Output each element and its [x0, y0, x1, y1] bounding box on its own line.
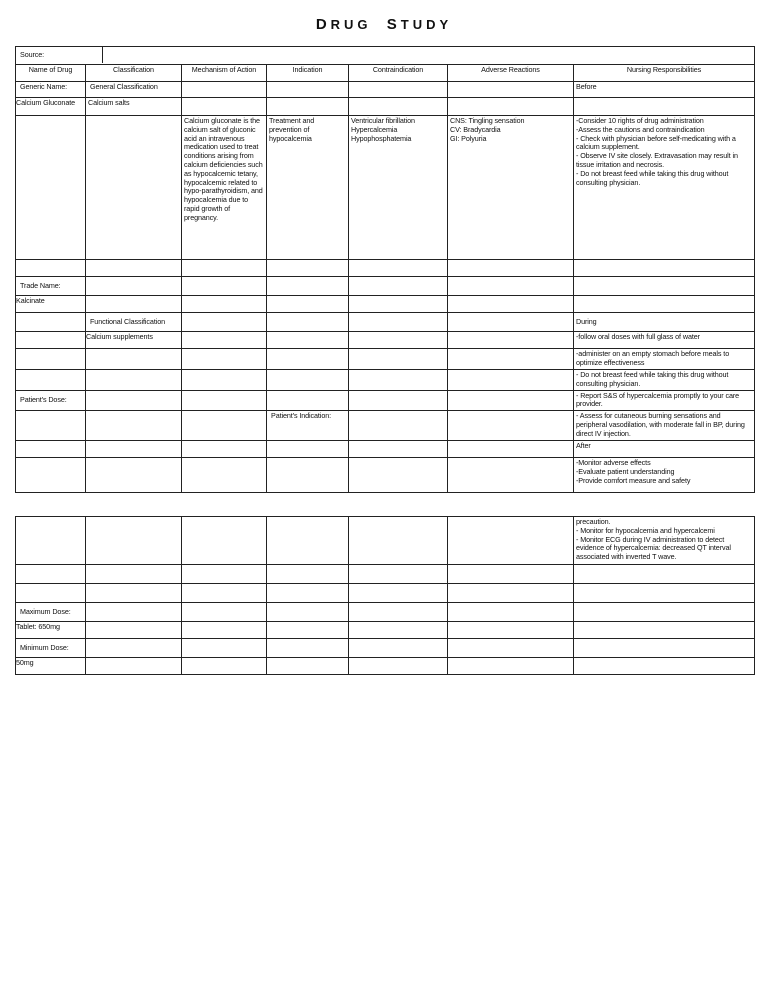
nursing-during-5: - Assess for cutaneous burning sensations and peripheral vasodilation, with moderate fall in BP, during direct IV injection.: [574, 411, 755, 441]
nursing-before-text: -Consider 10 rights of drug administration -Assess the cautions and contraindication - Check with physician before self-medicating with a calcium supplement. - Observe IV site closely. Extravasation may result in tissue irritation and necrosis. - Do not breast feed while taking this drug without consulting physician.: [574, 116, 755, 260]
after-label: After: [574, 441, 755, 458]
maximum-dose: Tablet: 650mg: [16, 622, 86, 639]
source-label: Source:: [16, 47, 103, 63]
contraindication-text: Ventricular fibrillation Hypercalcemia Hypophosphatemia: [349, 116, 448, 260]
functional-classification-label: Functional Classification: [86, 313, 182, 332]
source-value: [103, 47, 754, 63]
table-row: [16, 260, 755, 277]
header-nursing: Nursing Responsibilities: [574, 65, 755, 82]
drug-study-table: [15, 46, 755, 493]
during-label: During: [574, 313, 755, 332]
patients-dose-label: Patient's Dose:: [16, 390, 86, 411]
header-name-of-drug: Name of Drug: [16, 65, 86, 82]
general-classification: Calcium salts: [86, 98, 182, 116]
nursing-during-2: -administer on an empty stomach before meals to optimize effectiveness: [574, 349, 755, 370]
table-row: [16, 565, 755, 584]
table-row: [16, 603, 755, 622]
trade-name: Kalcinate: [16, 296, 86, 313]
indication-text: Treatment and prevention of hypocalcemia: [267, 116, 349, 260]
source-row: [16, 47, 755, 65]
before-label: Before: [574, 82, 755, 98]
table-row: [16, 313, 755, 332]
nursing-during-3: - Do not breast feed while taking this drug without consulting physician.: [574, 370, 755, 391]
table-row: [16, 458, 755, 493]
table-row: [16, 622, 755, 639]
maximum-dose-label: Maximum Dose:: [16, 603, 86, 622]
header-row: [16, 65, 755, 82]
table-row: [16, 349, 755, 370]
table-row: [16, 277, 755, 296]
table-row: [16, 639, 755, 658]
generic-name-label: Generic Name:: [16, 82, 86, 98]
header-adverse-reactions: Adverse Reactions: [448, 65, 574, 82]
table-row: [16, 116, 755, 260]
adverse-reactions-text: CNS: Tingling sensation CV: Bradycardia GI: Polyuria: [448, 116, 574, 260]
functional-classification: Calcium supplements: [86, 332, 182, 349]
table-row: [16, 658, 755, 675]
nursing-after-text: -Monitor adverse effects -Evaluate patient understanding -Provide comfort measure and safety: [574, 458, 755, 493]
generic-name: Calcium Gluconate: [16, 98, 86, 116]
header-mechanism: Mechanism of Action: [182, 65, 267, 82]
source-cell: [16, 47, 755, 65]
general-classification-label: General Classification: [86, 82, 182, 98]
table-row: [16, 517, 755, 565]
table-row: [16, 296, 755, 313]
header-contraindication: Contraindication: [349, 65, 448, 82]
table-row: [16, 411, 755, 441]
mechanism-text: Calcium gluconate is the calcium salt of gluconic acid an intravenous medication used to treat conditions arising from calcium deficiencies such as hypocalcemic tetany, hypocalcemic related to hypo-parathyroidism, and hypocalcemia due to rapid growth of pregnancy.: [182, 116, 267, 260]
table-row: [16, 332, 755, 349]
table-row: [16, 441, 755, 458]
nursing-cont-text: precaution. - Monitor for hypocalcemia and hypercalcemi - Monitor ECG during IV administration to detect evidence of hypercalcemia: decreased QT interval associated with inverted T wave.: [574, 517, 755, 565]
table-row: [16, 98, 755, 116]
nursing-during-4: - Report S&S of hypercalcemia promptly to your care provider.: [574, 390, 755, 411]
nursing-during-1: -follow oral doses with full glass of water: [574, 332, 755, 349]
header-classification: Classification: [86, 65, 182, 82]
drug-study-table-continued: [15, 516, 755, 675]
trade-name-label: Trade Name:: [16, 277, 86, 296]
table-row: [16, 390, 755, 411]
patients-indication-label: Patient's Indication:: [267, 411, 349, 441]
table-row: [16, 82, 755, 98]
minimum-dose-label: Minimum Dose:: [16, 639, 86, 658]
header-indication: Indication: [267, 65, 349, 82]
table-row: [16, 370, 755, 391]
table-row: [16, 584, 755, 603]
page-title: DRUG STUDY: [315, 16, 453, 33]
minimum-dose: 50mg: [16, 658, 86, 675]
